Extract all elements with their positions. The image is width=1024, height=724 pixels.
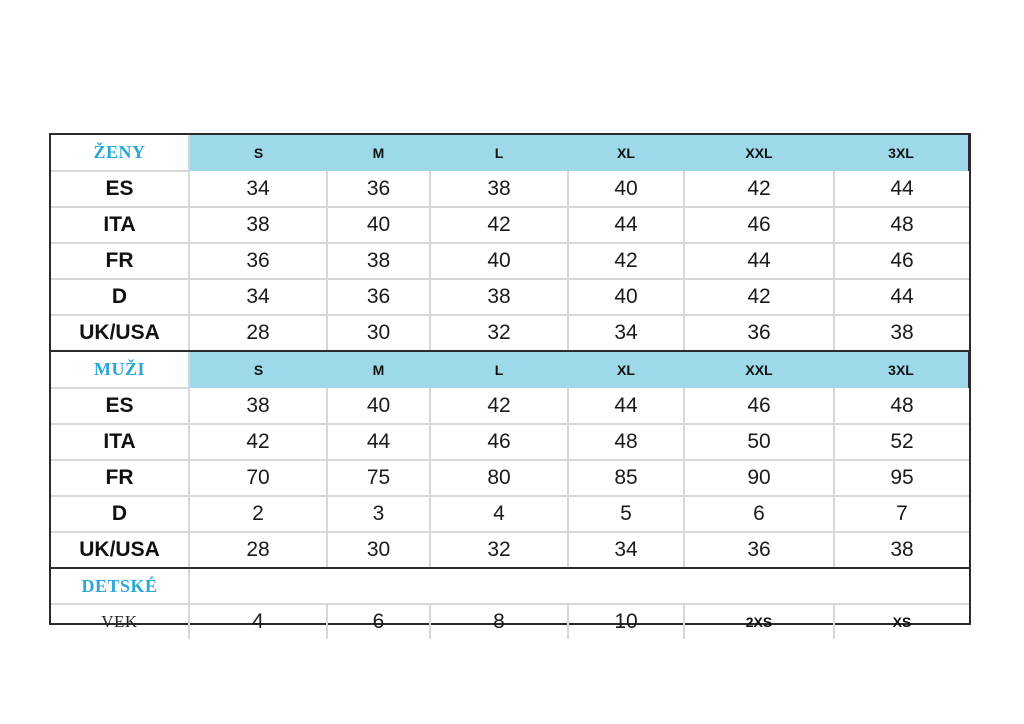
women-row-uk-usa — [51, 315, 969, 351]
size-cell: 44 — [568, 207, 684, 243]
size-cell: 95 — [834, 460, 969, 496]
row-label: ITA — [51, 424, 189, 460]
size-cell: 38 — [834, 532, 969, 568]
men-row-es — [51, 388, 969, 424]
size-cell: 40 — [568, 279, 684, 315]
size-cell: 42 — [684, 279, 834, 315]
size-cell: 34 — [568, 532, 684, 568]
women-size-xxl: XXL — [684, 135, 834, 171]
women-size-m: M — [327, 135, 430, 171]
size-cell: 30 — [327, 532, 430, 568]
size-cell: 44 — [684, 243, 834, 279]
men-size-l: L — [430, 351, 568, 388]
men-section-title: MUŽI — [51, 351, 189, 388]
size-cell: 32 — [430, 532, 568, 568]
size-cell: 48 — [834, 207, 969, 243]
men-size-xxl: XXL — [684, 351, 834, 388]
size-cell: 85 — [568, 460, 684, 496]
size-cell: 38 — [327, 243, 430, 279]
men-row-uk-usa — [51, 532, 969, 568]
size-cell: 28 — [189, 315, 327, 351]
size-cell: 75 — [327, 460, 430, 496]
size-cell: 44 — [834, 171, 969, 207]
men-size-s: S — [189, 351, 327, 388]
size-cell: 28 — [189, 532, 327, 568]
size-cell: 36 — [684, 315, 834, 351]
size-cell: 2 — [189, 496, 327, 532]
kids-section-title: DETSKÉ — [51, 568, 189, 604]
size-cell: 40 — [430, 243, 568, 279]
women-row-es — [51, 171, 969, 207]
size-cell: 46 — [684, 388, 834, 424]
size-cell: 50 — [684, 424, 834, 460]
kids-size-cell: 10 — [568, 604, 684, 639]
size-cell: 4 — [430, 496, 568, 532]
size-cell: 44 — [834, 279, 969, 315]
size-cell: 44 — [568, 388, 684, 424]
size-cell: 40 — [568, 171, 684, 207]
size-cell: 48 — [834, 388, 969, 424]
size-cell: 70 — [189, 460, 327, 496]
size-cell: 42 — [684, 171, 834, 207]
size-cell: 46 — [684, 207, 834, 243]
size-cell: 38 — [189, 207, 327, 243]
size-cell: 42 — [430, 207, 568, 243]
row-label: D — [51, 279, 189, 315]
women-size-xl: XL — [568, 135, 684, 171]
kids-row-vek — [51, 604, 969, 639]
size-chart-table — [49, 133, 971, 633]
men-size-xl: XL — [568, 351, 684, 388]
kids-size-cell: 2XS — [684, 604, 834, 639]
size-cell: 32 — [430, 315, 568, 351]
men-row-d — [51, 496, 969, 532]
size-cell: 42 — [189, 424, 327, 460]
size-cell: 5 — [568, 496, 684, 532]
size-cell: 36 — [684, 532, 834, 568]
size-cell: 42 — [568, 243, 684, 279]
women-row-ita — [51, 207, 969, 243]
size-cell: 48 — [568, 424, 684, 460]
size-cell: 40 — [327, 207, 430, 243]
kids-size-cell: 6 — [327, 604, 430, 639]
size-cell: 7 — [834, 496, 969, 532]
row-label: FR — [51, 460, 189, 496]
row-label: D — [51, 496, 189, 532]
size-cell: 52 — [834, 424, 969, 460]
women-size-l: L — [430, 135, 568, 171]
size-cell: 34 — [189, 171, 327, 207]
size-cell: 42 — [430, 388, 568, 424]
size-cell: 34 — [189, 279, 327, 315]
women-size-s: S — [189, 135, 327, 171]
row-label: ITA — [51, 207, 189, 243]
size-cell: 38 — [189, 388, 327, 424]
men-size-3xl: 3XL — [834, 351, 969, 388]
kids-header-blank — [189, 568, 969, 604]
kids-size-cell: XS — [892, 614, 912, 630]
size-cell: 36 — [327, 279, 430, 315]
size-cell: 38 — [834, 315, 969, 351]
men-row-ita — [51, 424, 969, 460]
vek-label: VEK — [101, 612, 138, 631]
size-cell: 6 — [684, 496, 834, 532]
row-label: UK/USA — [51, 532, 189, 568]
size-cell: 46 — [834, 243, 969, 279]
row-label: FR — [51, 243, 189, 279]
row-label: ES — [51, 171, 189, 207]
size-cell: 40 — [327, 388, 430, 424]
kids-header-row — [51, 568, 969, 604]
size-cell: 36 — [327, 171, 430, 207]
size-cell: 38 — [430, 279, 568, 315]
women-section-title: ŽENY — [51, 135, 189, 171]
row-label: UK/USA — [51, 315, 189, 351]
row-label: ES — [51, 388, 189, 424]
size-cell: 80 — [430, 460, 568, 496]
size-cell: 34 — [568, 315, 684, 351]
women-row-fr — [51, 243, 969, 279]
men-row-fr — [51, 460, 969, 496]
size-cell: 46 — [430, 424, 568, 460]
women-size-3xl: 3XL — [834, 135, 969, 171]
men-header-row — [51, 351, 969, 388]
women-header-row — [51, 135, 969, 171]
size-cell: 30 — [327, 315, 430, 351]
men-size-m: M — [327, 351, 430, 388]
size-cell: 90 — [684, 460, 834, 496]
kids-size-cell: 8 — [430, 604, 568, 639]
size-cell: 44 — [327, 424, 430, 460]
kids-size-cell: 4 — [189, 604, 327, 639]
size-cell: 3 — [327, 496, 430, 532]
size-grid — [51, 135, 970, 639]
size-cell: 38 — [430, 171, 568, 207]
kids-age-label-cell — [51, 604, 189, 639]
women-row-d — [51, 279, 969, 315]
size-cell: 36 — [189, 243, 327, 279]
